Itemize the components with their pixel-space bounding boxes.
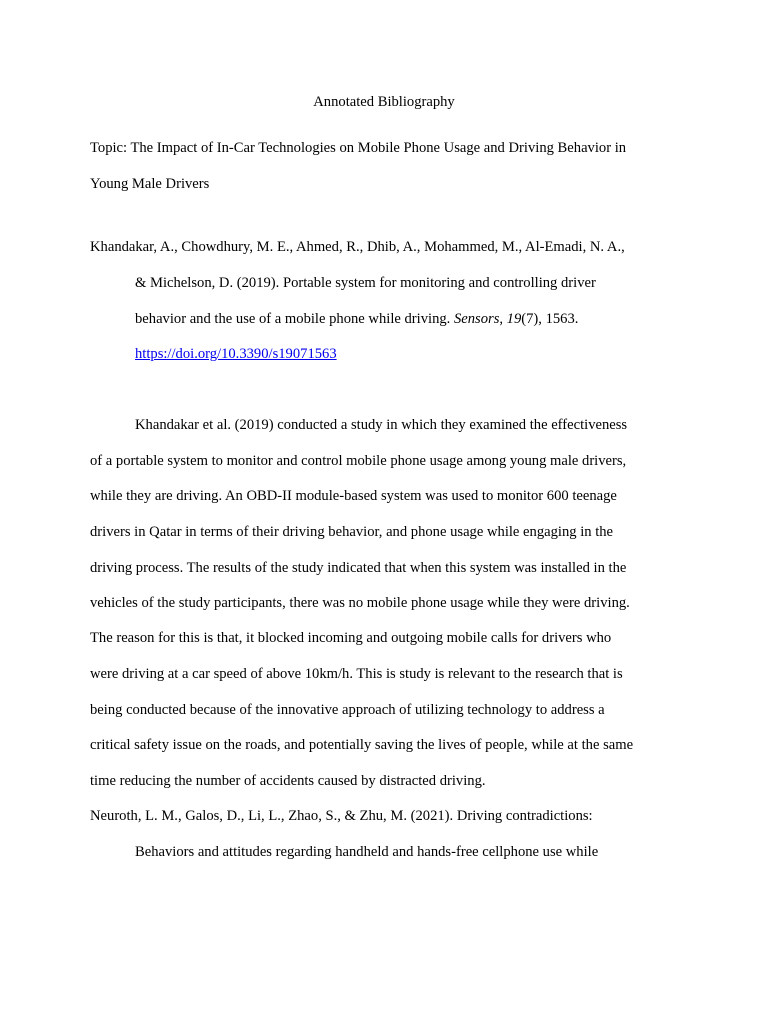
annotation-line: of a portable system to monitor and control mobile phone usage among young male drivers, <box>90 453 627 469</box>
annotation-line: being conducted because of the innovative approach of utilizing technology to address a <box>90 702 605 718</box>
reference-line <box>135 310 578 328</box>
annotation-line: driving process. The results of the study indicated that when this system was installed in the <box>90 560 627 576</box>
annotation-line: while they are driving. An OBD-II module-based system was used to monitor 600 teenage <box>90 488 617 504</box>
annotation-line: time reducing the number of accidents caused by distracted driving. <box>90 773 486 789</box>
doi-link[interactable]: https://doi.org/10.3390/s19071563 <box>135 346 337 362</box>
annotation-line: vehicles of the study participants, there was no mobile phone usage while they were driving. <box>90 595 630 611</box>
annotation-line: critical safety issue on the roads, and potentially saving the lives of people, while at the same <box>90 737 634 753</box>
journal-name: Sensors <box>453 311 500 327</box>
reference-line: Neuroth, L. M., Galos, D., Li, L., Zhao, S., & Zhu, M. (2021). Driving contradictions: <box>90 808 593 824</box>
issue-pages: (7), 1563. <box>521 311 579 327</box>
annotation-line: drivers in Qatar in terms of their driving behavior, and phone usage while engaging in the <box>90 524 614 540</box>
annotation-line: The reason for this is that, it blocked incoming and outgoing mobile calls for drivers who <box>90 630 612 646</box>
annotation-line: Khandakar et al. (2019) conducted a study in which they examined the effectiveness <box>135 417 628 433</box>
doi-line <box>135 345 337 363</box>
topic-line-1: Topic: The Impact of In-Car Technologies on Mobile Phone Usage and Driving Behavior in <box>90 140 627 156</box>
reference-line: Behaviors and attitudes regarding handheld and hands-free cellphone use while <box>135 844 599 860</box>
document-title: Annotated Bibliography <box>313 94 455 110</box>
reference-line: & Michelson, D. (2019). Portable system for monitoring and controlling driver <box>135 275 596 291</box>
reference-text: behavior and the use of a mobile phone while driving. <box>135 311 454 327</box>
reference-line: Khandakar, A., Chowdhury, M. E., Ahmed, R., Dhib, A., Mohammed, M., Al-Emadi, N. A., <box>90 239 625 255</box>
annotation-line: were driving at a car speed of above 10km/h. This is study is relevant to the research that is <box>90 666 623 682</box>
journal-volume: 19 <box>506 311 522 327</box>
separator: , <box>499 311 507 327</box>
topic-line-2: Young Male Drivers <box>90 176 210 192</box>
